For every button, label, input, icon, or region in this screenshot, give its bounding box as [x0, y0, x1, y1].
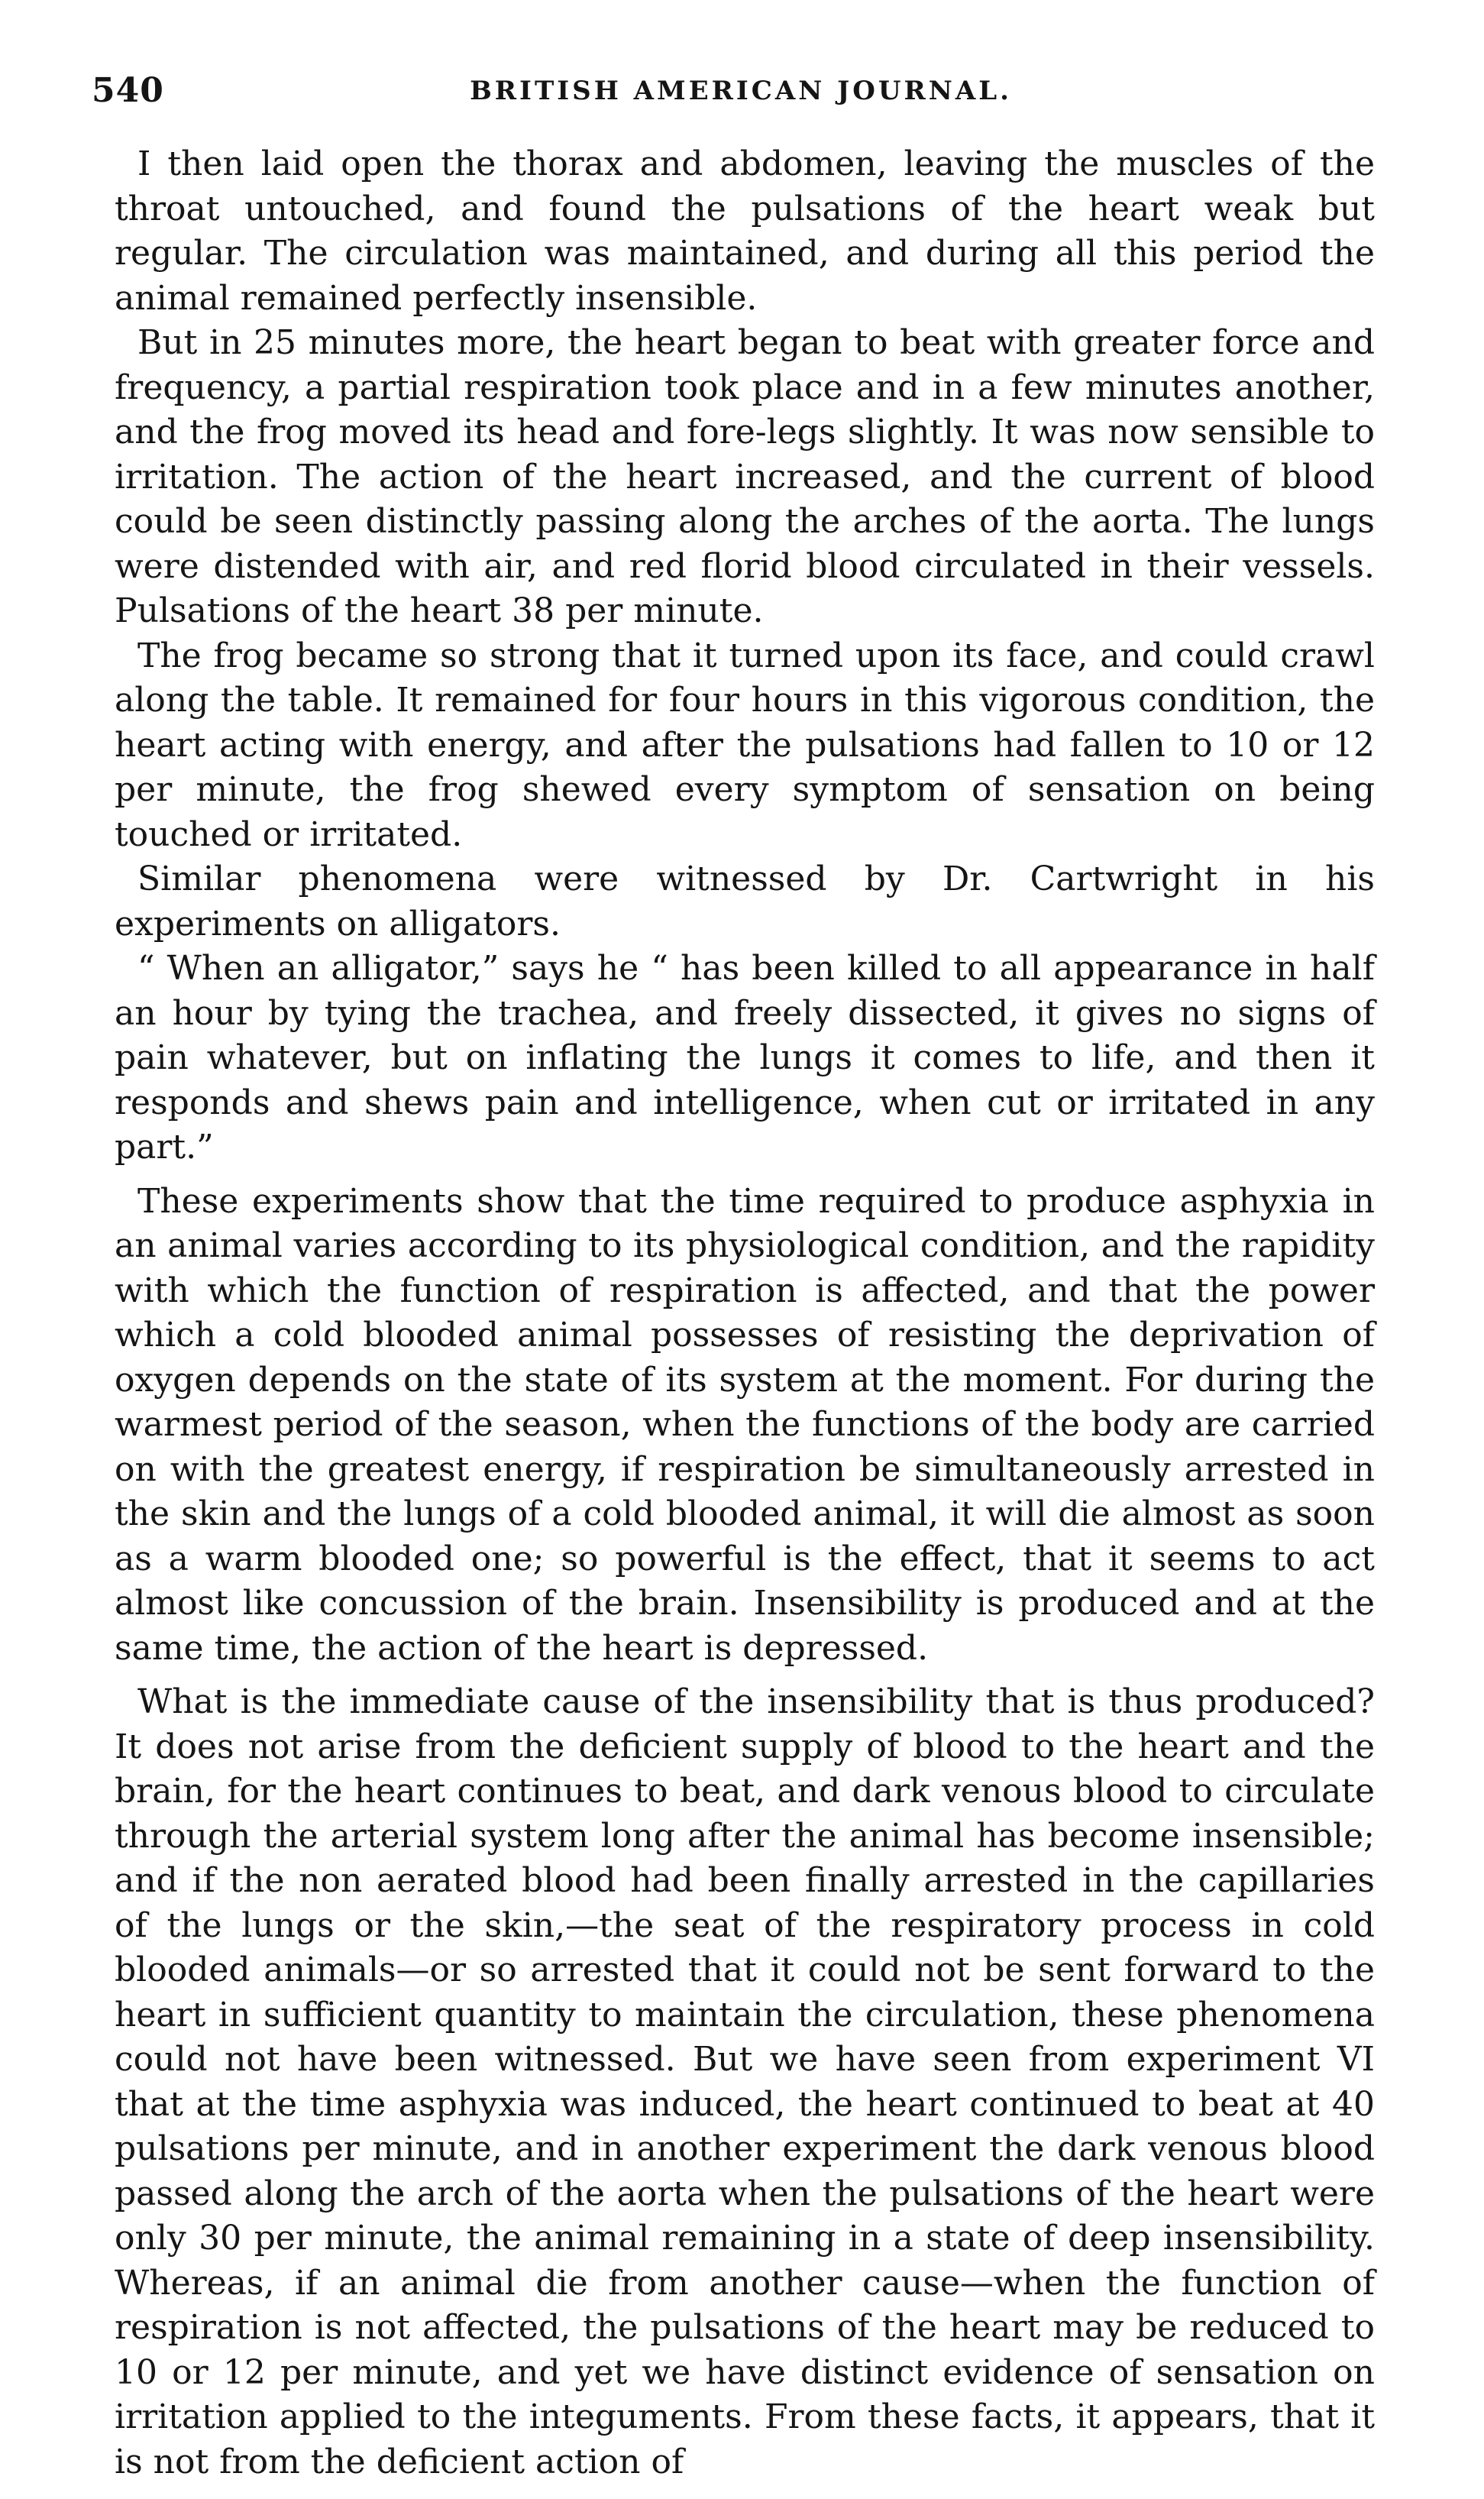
paragraph: The frog became so strong that it turned upon its face, and could crawl along the table. It remained for four hours in this vigorous condition, the heart acting with energy, and after the pulsations had fallen to 10 or 12 per minute, the frog shewed every symptom of sensation on being touched or irritated. [115, 636, 1375, 854]
running-head: BRITISH AMERICAN JOURNAL. [470, 76, 1012, 106]
paragraph: I then laid open the thorax and abdomen, leaving the muscles of the throat untouched, and found the pulsations of the heart weak but regular. The circulation was maintained, and during all this period the animal remained perfectly insensible. [115, 144, 1375, 318]
paragraph: These experiments show that the time required to produce asphyxia in an animal varies according to its physiological condition, and the rapidity with which the function of respiration is affected, and that the power which a cold blooded animal possesses of resisting the deprivation of oxygen depends on the state of its system at the moment. For during the warmest period of the season, when the functions of the body are carried on with the greatest energy, if respiration be simultaneously arrested in the skin and the lungs of a cold blooded animal, it will die almost as soon as a warm blooded one; so powerful is the effect, that it seems to act almost like concussion of the brain. Insensibility is produced and at the same time, the action of the heart is depressed. [115, 1181, 1375, 1668]
quotation-paragraph: “ When an alligator,” says he “ has been killed to all appearance in half an hour by tying the trachea, and freely dissected, it gives no signs of pain whatever, but on inflating the lungs it comes to life, and then it responds and shews pain and intelligence, when cut or irritated in any part.” [115, 949, 1375, 1167]
paragraph: Similar phenomena were witnessed by Dr. Cartwright in his experiments on alligators. [115, 859, 1375, 944]
page-header [92, 64, 1390, 118]
body-text [115, 142, 1375, 2484]
paragraph: But in 25 minutes more, the heart began to beat with greater force and frequency, a partial respiration took place and in a few minutes another, and the frog moved its head and fore-legs slightly. It was now sensible to irritation. The action of the heart increased, and the current of blood could be seen distinctly passing along the arches of the aorta. The lungs were distended with air, and red florid blood circulated in their vessels. Pulsations of the heart 38 per minute. [115, 323, 1375, 630]
page-number: 540 [92, 71, 164, 110]
paragraph: What is the immediate cause of the insensibility that is thus produced? It does not arise from the deficient supply of blood to the heart and the brain, for the heart continues to beat, and dark venous blood to circulate through the arterial system long after the animal has become insensible; and if the non aerated blood had been finally arrested in the capillaries of the lungs or the skin,—the seat of the respiratory process in cold blooded animals—or so arrested that it could not be sent forward to the heart in sufficient quantity to maintain the circulation, these phenomena could not have been witnessed. But we have seen from experiment VI that at the time asphyxia was induced, the heart continued to beat at 40 pulsations per minute, and in another experiment the dark venous blood passed along the arch of the aorta when the pulsations of the heart were only 30 per minute, the animal remaining in a state of deep insensibility. Whereas, if an animal die from another cause—when the function of respiration is not affected, the pulsations of the heart may be reduced to 10 or 12 per minute, and yet we have distinct evidence of sensation on irritation applied to the integuments. From these facts, it appears, that it is not from the deficient action of [115, 1682, 1375, 2481]
